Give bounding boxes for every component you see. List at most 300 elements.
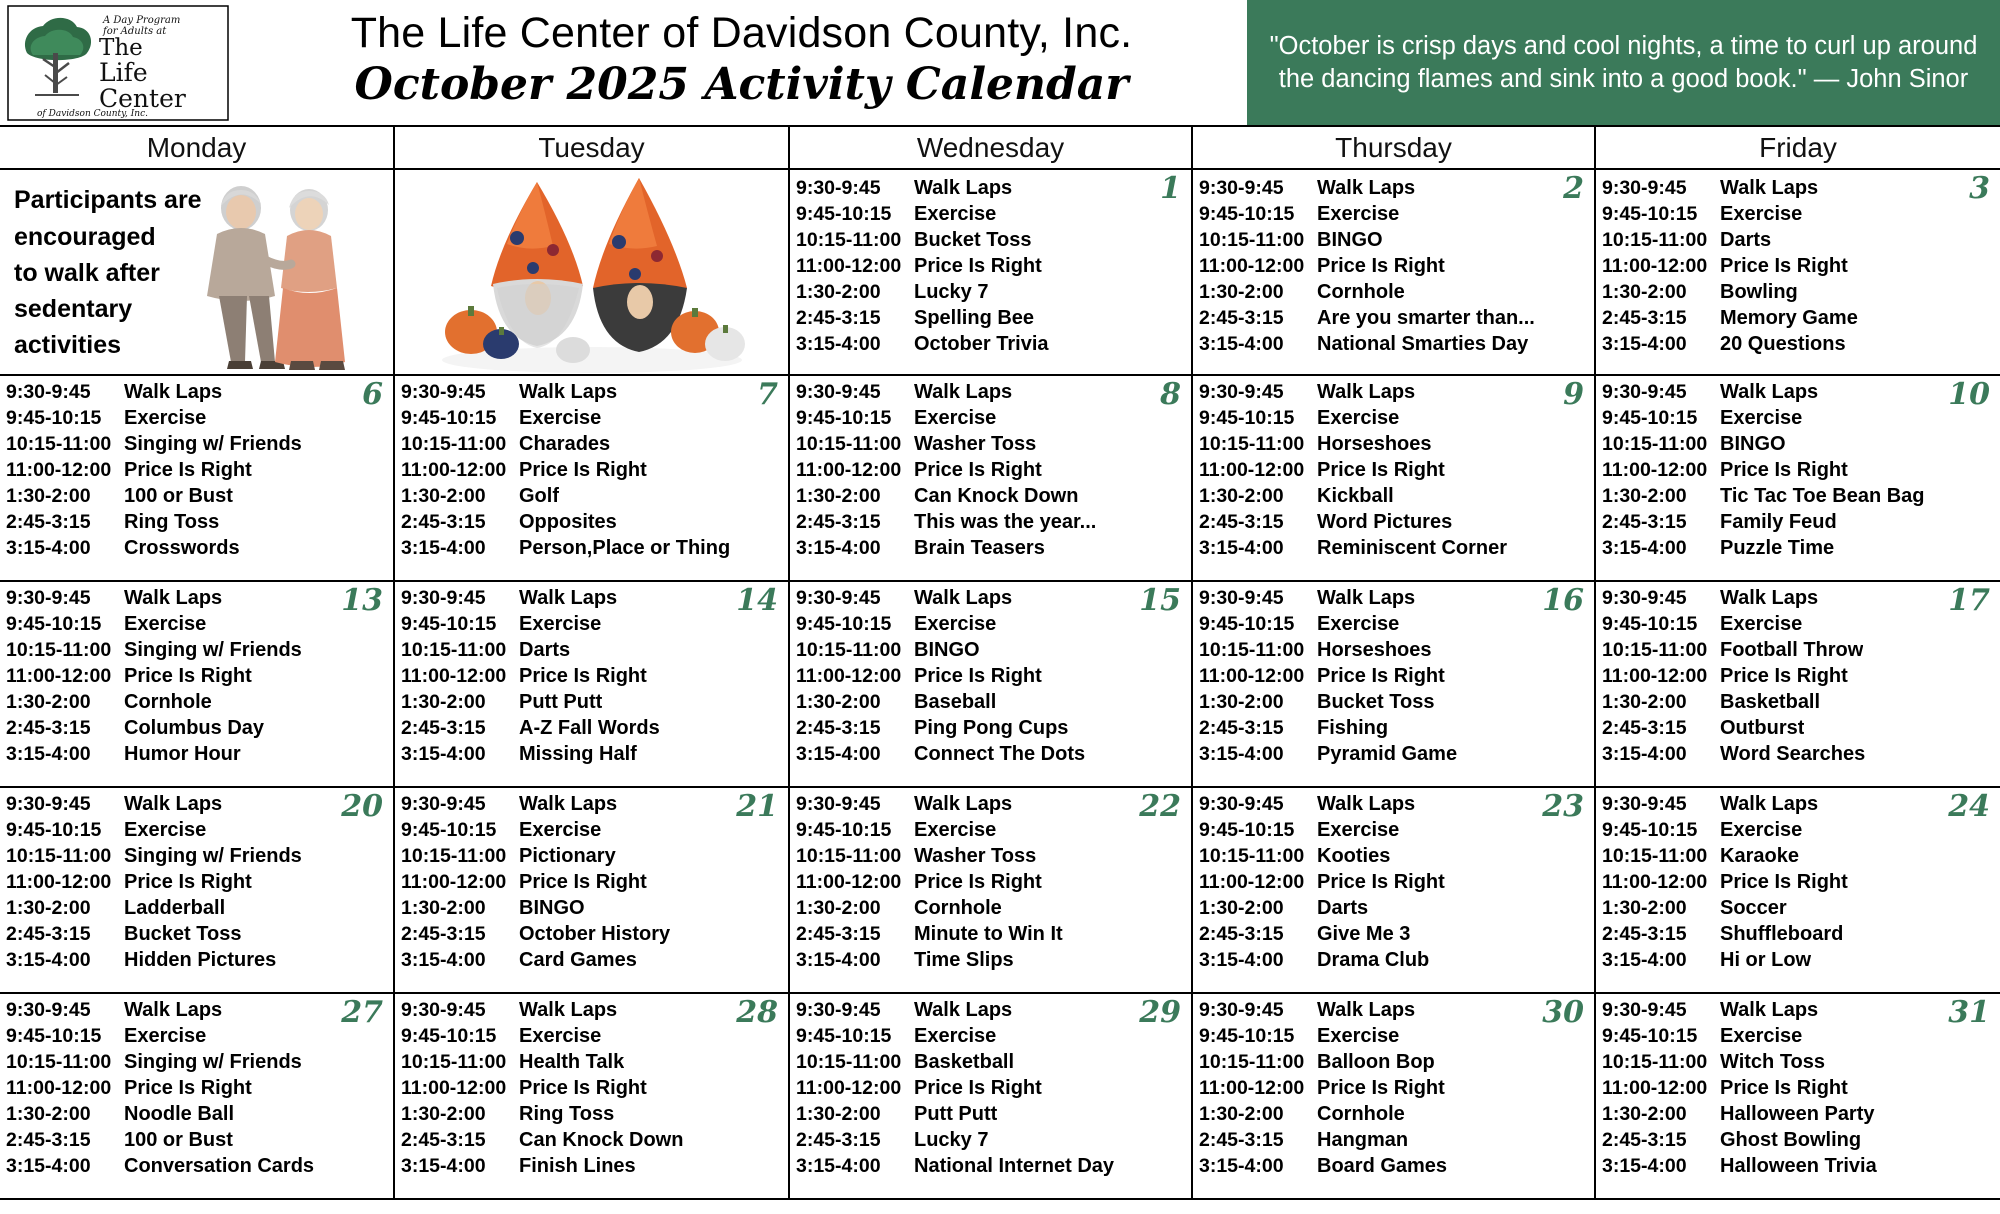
activity-time: 3:15-4:00 <box>796 537 881 559</box>
svg-text:of Davidson County, Inc.: of Davidson County, Inc. <box>37 108 148 119</box>
activity-name: Bucket Toss <box>914 230 1032 250</box>
activity-name: Bucket Toss <box>1317 692 1435 712</box>
activity-row <box>1199 382 1588 403</box>
activity-time: 3:15-4:00 <box>796 1155 881 1177</box>
activity-list <box>6 995 387 1177</box>
activity-time: 2:45-3:15 <box>401 1129 486 1151</box>
activity-row <box>6 950 387 971</box>
day-number: 16 <box>1542 583 1584 618</box>
activity-time: 3:15-4:00 <box>796 743 881 765</box>
activity-name: 20 Questions <box>1720 334 1846 354</box>
activity-time: 2:45-3:15 <box>1199 511 1284 533</box>
activity-list <box>6 377 387 559</box>
activity-name: Outburst <box>1720 718 1805 738</box>
activity-row <box>1602 614 1994 635</box>
activity-time: 11:00-12:00 <box>401 1077 507 1099</box>
activity-row <box>1199 640 1588 661</box>
activity-row <box>1199 256 1588 277</box>
activity-list <box>796 583 1185 765</box>
activity-row <box>1602 924 1994 945</box>
activity-time: 11:00-12:00 <box>1602 665 1708 687</box>
activity-name: Price Is Right <box>1317 872 1445 892</box>
day-number: 28 <box>736 995 778 1030</box>
activity-row <box>6 640 387 661</box>
calendar-day-cell <box>0 376 395 582</box>
day-number: 22 <box>1139 789 1181 824</box>
activity-row <box>401 692 782 713</box>
activity-name: 100 or Bust <box>124 1130 233 1150</box>
activity-row <box>401 486 782 507</box>
activity-row <box>1199 666 1588 687</box>
activity-row <box>401 744 782 765</box>
activity-row <box>796 872 1185 893</box>
activity-time: 2:45-3:15 <box>796 1129 881 1151</box>
activity-time: 10:15-11:00 <box>1602 229 1708 251</box>
activity-name: Exercise <box>124 820 207 840</box>
activity-time: 9:30-9:45 <box>796 793 881 815</box>
activity-row <box>1602 460 1994 481</box>
svg-text:Life: Life <box>99 57 148 87</box>
activity-name: Can Knock Down <box>914 486 1079 506</box>
activity-row <box>1602 538 1994 559</box>
day-number: 23 <box>1542 789 1584 824</box>
activity-time: 9:45-10:15 <box>1199 203 1295 225</box>
activity-time: 9:45-10:15 <box>6 407 102 429</box>
activity-row <box>1602 204 1994 225</box>
activity-time: 3:15-4:00 <box>6 743 91 765</box>
activity-name: Give Me 3 <box>1317 924 1411 944</box>
calendar-day-cell <box>1193 994 1596 1200</box>
activity-row <box>401 1078 782 1099</box>
activity-time: 10:15-11:00 <box>6 1051 112 1073</box>
activity-list <box>401 377 782 559</box>
day-number: 3 <box>1969 171 1990 206</box>
activity-name: Singing w/ Friends <box>124 434 302 454</box>
activity-row <box>1199 1000 1588 1021</box>
activity-time: 9:45-10:15 <box>1602 819 1698 841</box>
calendar-day-cell <box>395 788 790 994</box>
activity-time: 9:45-10:15 <box>6 1025 102 1047</box>
activity-time: 1:30-2:00 <box>1199 281 1284 303</box>
activity-row <box>6 924 387 945</box>
activity-row <box>1199 1052 1588 1073</box>
activity-time: 1:30-2:00 <box>1199 691 1284 713</box>
calendar-day-cell <box>0 994 395 1200</box>
activity-row <box>401 382 782 403</box>
activity-time: 1:30-2:00 <box>6 485 91 507</box>
activity-row <box>6 1156 387 1177</box>
activity-name: Puzzle Time <box>1720 538 1835 558</box>
activity-list <box>1602 178 1994 355</box>
calendar-day-cell <box>395 994 790 1200</box>
activity-name: Price Is Right <box>519 1078 647 1098</box>
activity-time: 3:15-4:00 <box>1602 743 1687 765</box>
activity-time: 3:15-4:00 <box>796 949 881 971</box>
day-number: 2 <box>1563 171 1584 206</box>
activity-name: Walk Laps <box>1317 178 1416 198</box>
activity-time: 9:45-10:15 <box>401 613 497 635</box>
activity-name: Price Is Right <box>519 872 647 892</box>
activity-row <box>1602 1000 1994 1021</box>
activity-time: 3:15-4:00 <box>1199 333 1284 355</box>
activity-row <box>796 1130 1185 1151</box>
activity-row <box>796 898 1185 919</box>
calendar-day-cell <box>0 788 395 994</box>
activity-row <box>1199 924 1588 945</box>
weekday-header-row <box>0 127 2000 170</box>
activity-name: Health Talk <box>519 1052 625 1072</box>
day-number: 9 <box>1563 377 1584 412</box>
weekday-wednesday: Wednesday <box>790 127 1193 168</box>
activity-name: Kickball <box>1317 486 1394 506</box>
activity-time: 10:15-11:00 <box>796 639 902 661</box>
activity-name: Horseshoes <box>1317 640 1432 660</box>
activity-time: 10:15-11:00 <box>6 639 112 661</box>
activity-name: Time Slips <box>914 950 1014 970</box>
activity-name: Columbus Day <box>124 718 265 738</box>
activity-row <box>6 692 387 713</box>
activity-row <box>6 1078 387 1099</box>
activity-name: Horseshoes <box>1317 434 1432 454</box>
walking-couple-illustration <box>179 178 389 374</box>
activity-name: Price Is Right <box>519 460 647 480</box>
activity-row <box>1199 230 1588 251</box>
activity-name: Exercise <box>1317 408 1400 428</box>
activity-time: 2:45-3:15 <box>1602 307 1687 329</box>
activity-row <box>796 512 1185 533</box>
activity-time: 2:45-3:15 <box>1199 923 1284 945</box>
activity-row <box>6 872 387 893</box>
activity-name: Bowling <box>1720 282 1798 302</box>
day-number: 8 <box>1160 377 1181 412</box>
activity-name: Missing Half <box>519 744 637 764</box>
activity-row <box>401 538 782 559</box>
activity-time: 10:15-11:00 <box>796 1051 902 1073</box>
weekday-thursday: Thursday <box>1193 127 1596 168</box>
activity-time: 11:00-12:00 <box>401 665 507 687</box>
activity-row <box>1199 1104 1588 1125</box>
quote-banner <box>1247 0 2000 125</box>
activity-name: Football Throw <box>1720 640 1864 660</box>
activity-time: 10:15-11:00 <box>6 845 112 867</box>
activity-name: Hangman <box>1317 1130 1409 1150</box>
activity-name: Word Pictures <box>1317 512 1453 532</box>
activity-name: Singing w/ Friends <box>124 640 302 660</box>
activity-row <box>1602 872 1994 893</box>
calendar-day-cell <box>790 376 1193 582</box>
activity-name: Fishing <box>1317 718 1389 738</box>
activity-name: Exercise <box>124 614 207 634</box>
activity-name: Exercise <box>1317 614 1400 634</box>
calendar-day-cell <box>395 376 790 582</box>
activity-time: 1:30-2:00 <box>1199 485 1284 507</box>
activity-row <box>1602 1078 1994 1099</box>
day-number: 7 <box>757 377 778 412</box>
activity-time: 9:30-9:45 <box>1602 177 1687 199</box>
activity-row <box>1602 1104 1994 1125</box>
activity-time: 9:30-9:45 <box>1602 381 1687 403</box>
activity-name: Walk Laps <box>914 1000 1013 1020</box>
activity-list <box>796 789 1185 971</box>
activity-name: Price Is Right <box>1317 460 1445 480</box>
activity-name: Walk Laps <box>914 588 1013 608</box>
svg-text:A Day Program: A Day Program <box>103 14 181 26</box>
activity-list <box>1199 789 1588 971</box>
activity-row <box>796 794 1185 815</box>
activity-row <box>1199 460 1588 481</box>
activity-time: 1:30-2:00 <box>1602 281 1687 303</box>
activity-time: 3:15-4:00 <box>1199 537 1284 559</box>
activity-name: Price Is Right <box>124 1078 252 1098</box>
activity-row <box>6 408 387 429</box>
activity-row <box>6 588 387 609</box>
activity-name: Conversation Cards <box>124 1156 315 1176</box>
activity-row <box>1602 1130 1994 1151</box>
activity-name: BINGO <box>519 898 585 918</box>
activity-name: Ladderball <box>124 898 226 918</box>
activity-name: Card Games <box>519 950 637 970</box>
activity-name: BINGO <box>1317 230 1383 250</box>
activity-row <box>1199 614 1588 635</box>
activity-name: Shuffleboard <box>1720 924 1844 944</box>
activity-time: 9:45-10:15 <box>1602 613 1698 635</box>
activity-name: Darts <box>1317 898 1369 918</box>
activity-time: 3:15-4:00 <box>6 1155 91 1177</box>
activity-time: 11:00-12:00 <box>6 871 112 893</box>
activity-time: 11:00-12:00 <box>1602 871 1708 893</box>
activity-time: 11:00-12:00 <box>401 871 507 893</box>
page-title: The Life Center of Davidson County, Inc. <box>350 8 1133 57</box>
activity-name: Walk Laps <box>1720 588 1819 608</box>
activity-row <box>796 178 1185 199</box>
activity-time: 9:30-9:45 <box>796 177 881 199</box>
activity-name: Tic Tac Toe Bean Bag <box>1720 486 1925 506</box>
day-number: 17 <box>1948 583 1990 618</box>
calendar-day-cell <box>1596 994 2000 1200</box>
activity-time: 10:15-11:00 <box>401 1051 507 1073</box>
activity-list <box>1602 995 1994 1177</box>
activity-time: 1:30-2:00 <box>1602 897 1687 919</box>
activity-name: Memory Game <box>1720 308 1858 328</box>
participants-note: Participants are encouraged to walk after sedentary activities <box>14 186 202 360</box>
calendar-day-cell <box>790 170 1193 376</box>
activity-time: 2:45-3:15 <box>796 717 881 739</box>
activity-list <box>401 995 782 1177</box>
activity-time: 9:30-9:45 <box>401 587 486 609</box>
activity-row <box>796 460 1185 481</box>
activity-time: 2:45-3:15 <box>1199 1129 1284 1151</box>
activity-list <box>1602 583 1994 765</box>
activity-name: Exercise <box>1720 820 1803 840</box>
activity-time: 2:45-3:15 <box>6 923 91 945</box>
activity-name: Exercise <box>1720 204 1803 224</box>
activity-row <box>401 718 782 739</box>
activity-time: 2:45-3:15 <box>1199 717 1284 739</box>
activity-name: Walk Laps <box>1720 178 1819 198</box>
activity-time: 11:00-12:00 <box>796 871 902 893</box>
weekday-monday: Monday <box>0 127 395 168</box>
activity-time: 1:30-2:00 <box>6 1103 91 1125</box>
activity-time: 9:30-9:45 <box>1199 587 1284 609</box>
activity-row <box>1602 256 1994 277</box>
activity-time: 1:30-2:00 <box>796 897 881 919</box>
activity-row <box>1199 692 1588 713</box>
activity-time: 9:45-10:15 <box>796 819 892 841</box>
activity-time: 1:30-2:00 <box>796 691 881 713</box>
activity-name: Basketball <box>914 1052 1015 1072</box>
activity-name: Price Is Right <box>914 460 1042 480</box>
activity-name: Exercise <box>914 614 997 634</box>
activity-row <box>6 434 387 455</box>
activity-name: Price Is Right <box>1720 256 1848 276</box>
activity-name: Walk Laps <box>124 1000 223 1020</box>
activity-row <box>1199 282 1588 303</box>
day-number: 1 <box>1160 171 1181 206</box>
activity-time: 11:00-12:00 <box>796 459 902 481</box>
activity-time: 10:15-11:00 <box>6 433 112 455</box>
calendar-day-cell <box>790 582 1193 788</box>
activity-row <box>1602 334 1994 355</box>
activity-time: 9:30-9:45 <box>1199 381 1284 403</box>
activity-time: 9:30-9:45 <box>1602 793 1687 815</box>
activity-row <box>1199 512 1588 533</box>
activity-time: 10:15-11:00 <box>401 639 507 661</box>
activity-time: 3:15-4:00 <box>401 537 486 559</box>
activity-row <box>1602 846 1994 867</box>
activity-time: 3:15-4:00 <box>1602 333 1687 355</box>
activity-row <box>6 744 387 765</box>
activity-time: 9:45-10:15 <box>1602 203 1698 225</box>
activity-row <box>1602 434 1994 455</box>
activity-time: 1:30-2:00 <box>1602 1103 1687 1125</box>
activity-name: Crosswords <box>124 538 240 558</box>
activity-name: Lucky 7 <box>914 1130 989 1150</box>
activity-name: Cornhole <box>124 692 212 712</box>
activity-row <box>1602 1052 1994 1073</box>
activity-time: 2:45-3:15 <box>6 511 91 533</box>
activity-name: Exercise <box>519 614 602 634</box>
activity-row <box>796 408 1185 429</box>
activity-row <box>6 794 387 815</box>
activity-row <box>6 1104 387 1125</box>
activity-row <box>796 718 1185 739</box>
activity-name: Walk Laps <box>519 1000 618 1020</box>
activity-name: Connect The Dots <box>914 744 1086 764</box>
activity-time: 9:30-9:45 <box>796 381 881 403</box>
activity-name: This was the year... <box>914 512 1097 532</box>
activity-row <box>1602 512 1994 533</box>
activity-name: National Internet Day <box>914 1156 1115 1176</box>
activity-row <box>796 744 1185 765</box>
activity-time: 11:00-12:00 <box>6 1077 112 1099</box>
activity-row <box>401 614 782 635</box>
activity-name: Walk Laps <box>914 382 1013 402</box>
quote-text: "October is crisp days and cool nights, a time to curl up around the dancing flames and sink into a good book." — John Sinor <box>1269 31 1978 93</box>
activity-row <box>1199 794 1588 815</box>
day-number: 21 <box>736 789 778 824</box>
activity-time: 11:00-12:00 <box>796 255 902 277</box>
activity-row <box>796 1156 1185 1177</box>
activity-row <box>796 282 1185 303</box>
activity-row <box>6 460 387 481</box>
activity-name: Price Is Right <box>124 460 252 480</box>
activity-name: Lucky 7 <box>914 282 989 302</box>
activity-name: BINGO <box>1720 434 1786 454</box>
activity-row <box>796 924 1185 945</box>
activity-list <box>6 789 387 971</box>
activity-row <box>401 1000 782 1021</box>
activity-list <box>1602 789 1994 971</box>
activity-list <box>6 583 387 765</box>
activity-row <box>1199 1078 1588 1099</box>
activity-name: Kooties <box>1317 846 1391 866</box>
life-center-tree-logo <box>7 5 229 121</box>
activity-time: 11:00-12:00 <box>6 665 112 687</box>
activity-time: 9:30-9:45 <box>6 793 91 815</box>
activity-time: 11:00-12:00 <box>1602 1077 1708 1099</box>
activity-row <box>796 1052 1185 1073</box>
gnome-pumpkins-illustration <box>427 170 757 374</box>
svg-text:Center: Center <box>99 83 186 113</box>
activity-row <box>1602 950 1994 971</box>
activity-name: National Smarties Day <box>1317 334 1529 354</box>
activity-time: 9:30-9:45 <box>1602 587 1687 609</box>
activity-row <box>6 898 387 919</box>
activity-row <box>1602 744 1994 765</box>
activity-row <box>1199 408 1588 429</box>
activity-name: Exercise <box>1720 1026 1803 1046</box>
activity-name: Price Is Right <box>1317 1078 1445 1098</box>
activity-time: 2:45-3:15 <box>1602 717 1687 739</box>
activity-row <box>401 408 782 429</box>
activity-row <box>1199 434 1588 455</box>
activity-time: 9:45-10:15 <box>401 407 497 429</box>
activity-row <box>796 820 1185 841</box>
activity-name: Are you smarter than... <box>1317 308 1535 328</box>
activity-time: 2:45-3:15 <box>1602 1129 1687 1151</box>
activity-time: 10:15-11:00 <box>1602 1051 1708 1073</box>
activity-name: Exercise <box>124 408 207 428</box>
calendar-day-cell <box>1193 170 1596 376</box>
activity-time: 11:00-12:00 <box>1602 255 1708 277</box>
activity-time: 11:00-12:00 <box>1199 459 1305 481</box>
activity-row <box>6 1130 387 1151</box>
svg-text:for Adults at: for Adults at <box>103 25 167 37</box>
activity-time: 10:15-11:00 <box>1199 639 1305 661</box>
activity-name: Darts <box>519 640 571 660</box>
day-number: 6 <box>362 377 383 412</box>
activity-time: 11:00-12:00 <box>1602 459 1708 481</box>
activity-name: Walk Laps <box>1317 1000 1416 1020</box>
activity-row <box>796 230 1185 251</box>
activity-row <box>796 538 1185 559</box>
activity-time: 9:30-9:45 <box>1602 999 1687 1021</box>
activity-row <box>401 846 782 867</box>
activity-row <box>6 512 387 533</box>
activity-time: 9:30-9:45 <box>401 793 486 815</box>
calendar-day-cell <box>1596 788 2000 994</box>
activity-row <box>1602 230 1994 251</box>
activity-row <box>6 538 387 559</box>
activity-name: Soccer <box>1720 898 1787 918</box>
activity-row <box>1199 872 1588 893</box>
activity-name: Balloon Bop <box>1317 1052 1435 1072</box>
activity-name: Exercise <box>914 820 997 840</box>
activity-name: Exercise <box>1317 204 1400 224</box>
activity-name: Cornhole <box>914 898 1002 918</box>
activity-row <box>1199 204 1588 225</box>
activity-time: 1:30-2:00 <box>796 485 881 507</box>
